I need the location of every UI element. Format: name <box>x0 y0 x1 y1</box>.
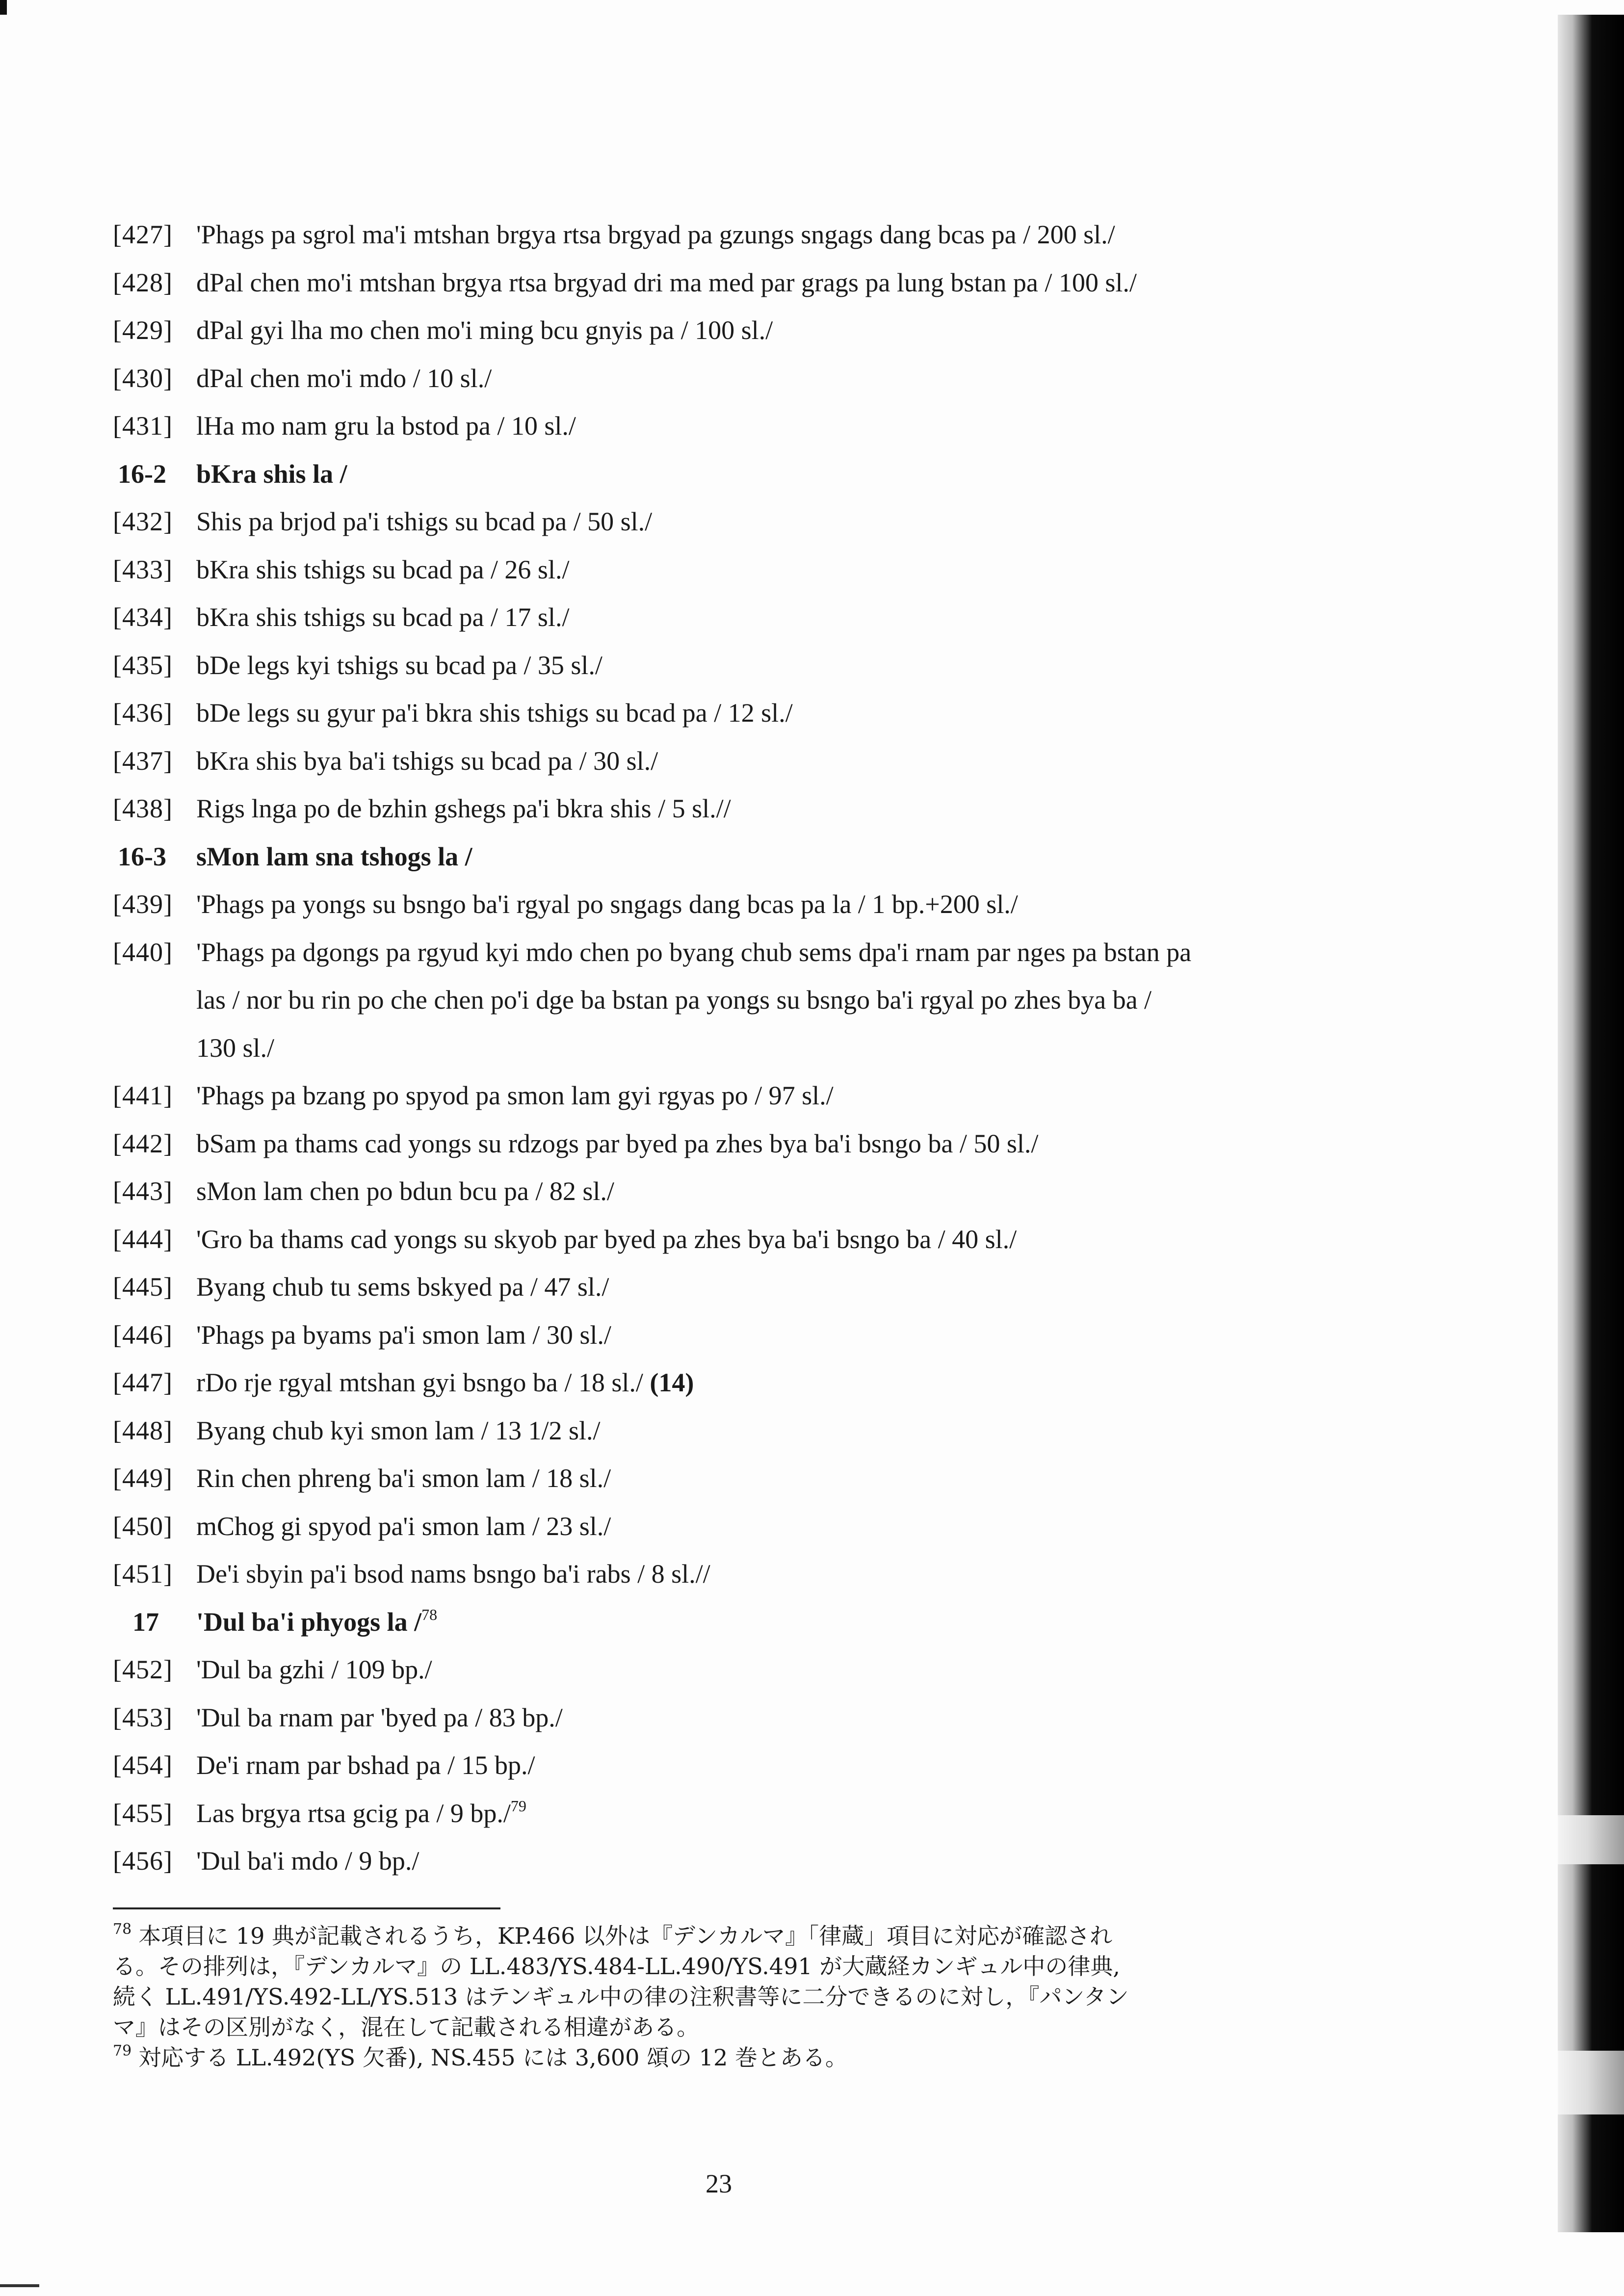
footnotes <box>113 1921 1349 2073</box>
page-number: 23 <box>706 2169 732 2198</box>
list-item <box>113 307 1369 355</box>
entry-title: 'Phags pa bzang po spyod pa smon lam gyi rgyas po / 97 sl./ <box>196 1081 834 1110</box>
entry-bold-note: (14) <box>650 1368 694 1397</box>
entry-title: 'Phags pa yongs su bsngo ba'i rgyal po sngags dang bcas pa la / 1 bp.+200 sl./ <box>196 889 1018 919</box>
list-item <box>113 642 1369 690</box>
section-number: 17 <box>132 1607 159 1637</box>
list-item <box>113 259 1369 307</box>
entry-title: bDe legs kyi tshigs su bcad pa / 35 sl./ <box>196 650 602 680</box>
entry-number: [428] <box>113 267 173 297</box>
list-item <box>113 211 1369 259</box>
footnote-line <box>113 1921 1349 1951</box>
footnote-line: る。その排列は，『デンカルマ』の LL.483/YS.484-LL.490/YS.491 が大蔵経カンギュル中の律典, <box>113 1953 1120 1980</box>
list-item <box>113 929 1369 1072</box>
scan-edge-shadow <box>1558 15 1624 2232</box>
entry-title: dPal chen mo'i mdo / 10 sl./ <box>196 363 492 393</box>
entry-title: bKra shis bya ba'i tshigs su bcad pa / 30 sl./ <box>196 746 658 776</box>
entry-number: [442] <box>113 1128 173 1158</box>
entry-number: [443] <box>113 1176 173 1206</box>
entry-number: [447] <box>113 1368 173 1397</box>
list-item <box>113 1072 1369 1120</box>
entry-title: mChog gi spyod pa'i smon lam / 23 sl./ <box>196 1511 611 1541</box>
scan-edge-gap <box>1558 2051 1624 2114</box>
list-item <box>113 1646 1369 1694</box>
entry-number: [441] <box>113 1081 173 1110</box>
list-item <box>113 1503 1369 1551</box>
section-number: 16-3 <box>118 841 166 871</box>
footnote-text: 対応する LL.492(YS 欠番), NS.455 には 3,600 頌の 12 巻とある。 <box>138 2044 848 2071</box>
entry-number: [438] <box>113 794 173 823</box>
entry-number: [449] <box>113 1463 173 1493</box>
footnote-line: 続く LL.491/YS.492-LL/YS.513 はテンギュル中の律の注釈書等に二分できるのに対し，『パンタン <box>113 1983 1129 2010</box>
entry-number: [455] <box>113 1798 173 1828</box>
list-item <box>113 355 1369 403</box>
footnote-78 <box>113 1921 1349 2042</box>
entry-title: 'Dul ba rnam par 'byed pa / 83 bp./ <box>196 1702 563 1732</box>
entry-number: [439] <box>113 889 173 919</box>
section-heading-16-3 <box>113 833 1369 881</box>
entry-title: Byang chub tu sems bskyed pa / 47 sl./ <box>196 1272 609 1302</box>
entry-title: De'i sbyin pa'i bsod nams bsngo ba'i rabs / 8 sl.// <box>196 1559 710 1589</box>
entry-number: [429] <box>113 315 173 345</box>
entry-number: [427] <box>113 220 173 249</box>
entry-number: [445] <box>113 1272 173 1302</box>
list-item <box>113 1120 1369 1168</box>
list-item <box>113 498 1369 546</box>
section-title-text: 'Dul ba'i phyogs la / <box>196 1607 422 1637</box>
list-item <box>113 1359 1369 1407</box>
entry-number: [450] <box>113 1511 173 1541</box>
entry-title: De'i rnam par bshad pa / 15 bp./ <box>196 1750 535 1780</box>
footnote-text: 本項目に 19 典が記載されるうち，KP.466 以外は『デンカルマ』「律蔵」項目に対応が確認され <box>138 1923 1113 1949</box>
section-number: 16-2 <box>118 459 166 489</box>
list-item <box>113 1837 1369 1885</box>
section-heading-17 <box>113 1598 1369 1646</box>
entry-number: [444] <box>113 1224 173 1254</box>
list-item <box>113 737 1369 785</box>
entry-title: dPal chen mo'i mtshan brgya rtsa brgyad dri ma med par grags pa lung bstan pa / 100 sl./ <box>196 267 1137 297</box>
entry-title-text: rDo rje rgyal mtshan gyi bsngo ba / 18 sl./ <box>196 1368 650 1397</box>
footnote-line <box>113 2042 1349 2073</box>
entry-number: [440] <box>113 937 173 967</box>
entry-title: Rigs lnga po de bzhin gshegs pa'i bkra shis / 5 sl.// <box>196 794 731 823</box>
entry-number: [434] <box>113 602 173 632</box>
list-item <box>113 1550 1369 1598</box>
entry-number: [431] <box>113 411 173 441</box>
entry-title: bDe legs su gyur pa'i bkra shis tshigs su bcad pa / 12 sl./ <box>196 698 793 728</box>
list-item <box>113 785 1369 833</box>
scan-edge-gap <box>1558 1815 1624 1864</box>
entry-title: 'Dul ba'i mdo / 9 bp./ <box>196 1846 419 1876</box>
footnote-ref[interactable]: 78 <box>421 1605 438 1623</box>
list-item <box>113 594 1369 642</box>
section-title: bKra shis la / <box>196 459 347 489</box>
entry-title: dPal gyi lha mo chen mo'i ming bcu gnyis pa / 100 sl./ <box>196 315 773 345</box>
section-title <box>196 1598 437 1646</box>
entry-number: [436] <box>113 698 173 728</box>
entry-number: [433] <box>113 554 173 584</box>
entry-title: 'Phags pa byams pa'i smon lam / 30 sl./ <box>196 1320 611 1350</box>
list-item <box>113 1694 1369 1742</box>
section-heading-16-2 <box>113 450 1369 498</box>
list-item <box>113 1407 1369 1455</box>
entry-group-427-431 <box>113 211 1369 450</box>
list-item <box>113 546 1369 594</box>
entry-title: lHa mo nam gru la bstod pa / 10 sl./ <box>196 411 576 441</box>
scan-corner-mark <box>0 0 7 15</box>
entry-title <box>196 1790 1369 1838</box>
entry-number: [437] <box>113 746 173 776</box>
entry-title-line: 'Phags pa dgongs pa rgyud kyi mdo chen po byang chub sems dpa'i rnam par nges pa bstan pa <box>196 937 1192 967</box>
list-item <box>113 402 1369 450</box>
footnote-mark: 79 <box>113 2042 132 2060</box>
entry-group-448-451 <box>113 1407 1369 1598</box>
list-item <box>113 1311 1369 1359</box>
entry-number: [435] <box>113 650 173 680</box>
footnote-ref[interactable]: 79 <box>510 1797 526 1815</box>
entry-title: 'Phags pa sgrol ma'i mtshan brgya rtsa brgyad pa gzungs sngags dang bcas pa / 200 sl./ <box>196 220 1115 249</box>
footnote-divider <box>113 1907 500 1909</box>
entry-number: [452] <box>113 1655 173 1684</box>
entry-number: [453] <box>113 1702 173 1732</box>
entry-title: bKra shis tshigs su bcad pa / 26 sl./ <box>196 554 570 584</box>
footnote-mark: 78 <box>113 1921 132 1938</box>
footnote-79 <box>113 2042 1349 2073</box>
entry-title: Byang chub kyi smon lam / 13 1/2 sl./ <box>196 1415 601 1445</box>
list-item <box>113 689 1369 737</box>
entry-title: sMon lam chen po bdun bcu pa / 82 sl./ <box>196 1176 614 1206</box>
entry-title: 'Gro ba thams cad yongs su skyob par byed pa zhes bya ba'i bsngo ba / 40 sl./ <box>196 1224 1017 1254</box>
list-item <box>113 1263 1369 1311</box>
entry-title: bKra shis tshigs su bcad pa / 17 sl./ <box>196 602 570 632</box>
entry-group-432-438 <box>113 498 1369 833</box>
list-item <box>113 1455 1369 1503</box>
entry-number: [446] <box>113 1320 173 1350</box>
entry-title <box>196 1359 1369 1407</box>
list-item <box>113 1216 1369 1264</box>
list-item <box>113 1168 1369 1216</box>
scan-corner-mark-bottom <box>0 2284 39 2287</box>
entry-title-text: Las brgya rtsa gcig pa / 9 bp./ <box>196 1798 511 1828</box>
entry-title-line: 130 sl./ <box>196 1033 275 1063</box>
entry-number: [430] <box>113 363 173 393</box>
entry-title: 'Dul ba gzhi / 109 bp./ <box>196 1655 432 1684</box>
footnote-line: マ』はその区別がなく，混在して記載される相違がある。 <box>113 2014 700 2040</box>
entry-title: Shis pa brjod pa'i tshigs su bcad pa / 50 sl./ <box>196 507 653 536</box>
entry-title: Rin chen phreng ba'i smon lam / 18 sl./ <box>196 1463 611 1493</box>
entry-title: bSam pa thams cad yongs su rdzogs par byed pa zhes bya ba'i bsngo ba / 50 sl./ <box>196 1128 1039 1158</box>
entry-title-line: las / nor bu rin po che chen po'i dge ba bstan pa yongs su bsngo ba'i rgyal po zhes bya ba / <box>196 985 1152 1015</box>
entry-number: [451] <box>113 1559 173 1589</box>
list-item <box>113 881 1369 929</box>
list-item <box>113 1790 1369 1838</box>
list-item <box>113 1742 1369 1790</box>
entry-group-452-454 <box>113 1646 1369 1790</box>
section-title: sMon lam sna tshogs la / <box>196 841 472 871</box>
entry-number: [456] <box>113 1846 173 1876</box>
entry-number: [454] <box>113 1750 173 1780</box>
entry-number: [432] <box>113 507 173 536</box>
catalog-list <box>113 211 1369 1885</box>
entry-title <box>196 929 1369 1072</box>
entry-number: [448] <box>113 1415 173 1445</box>
entry-group-441-446 <box>113 1072 1369 1359</box>
